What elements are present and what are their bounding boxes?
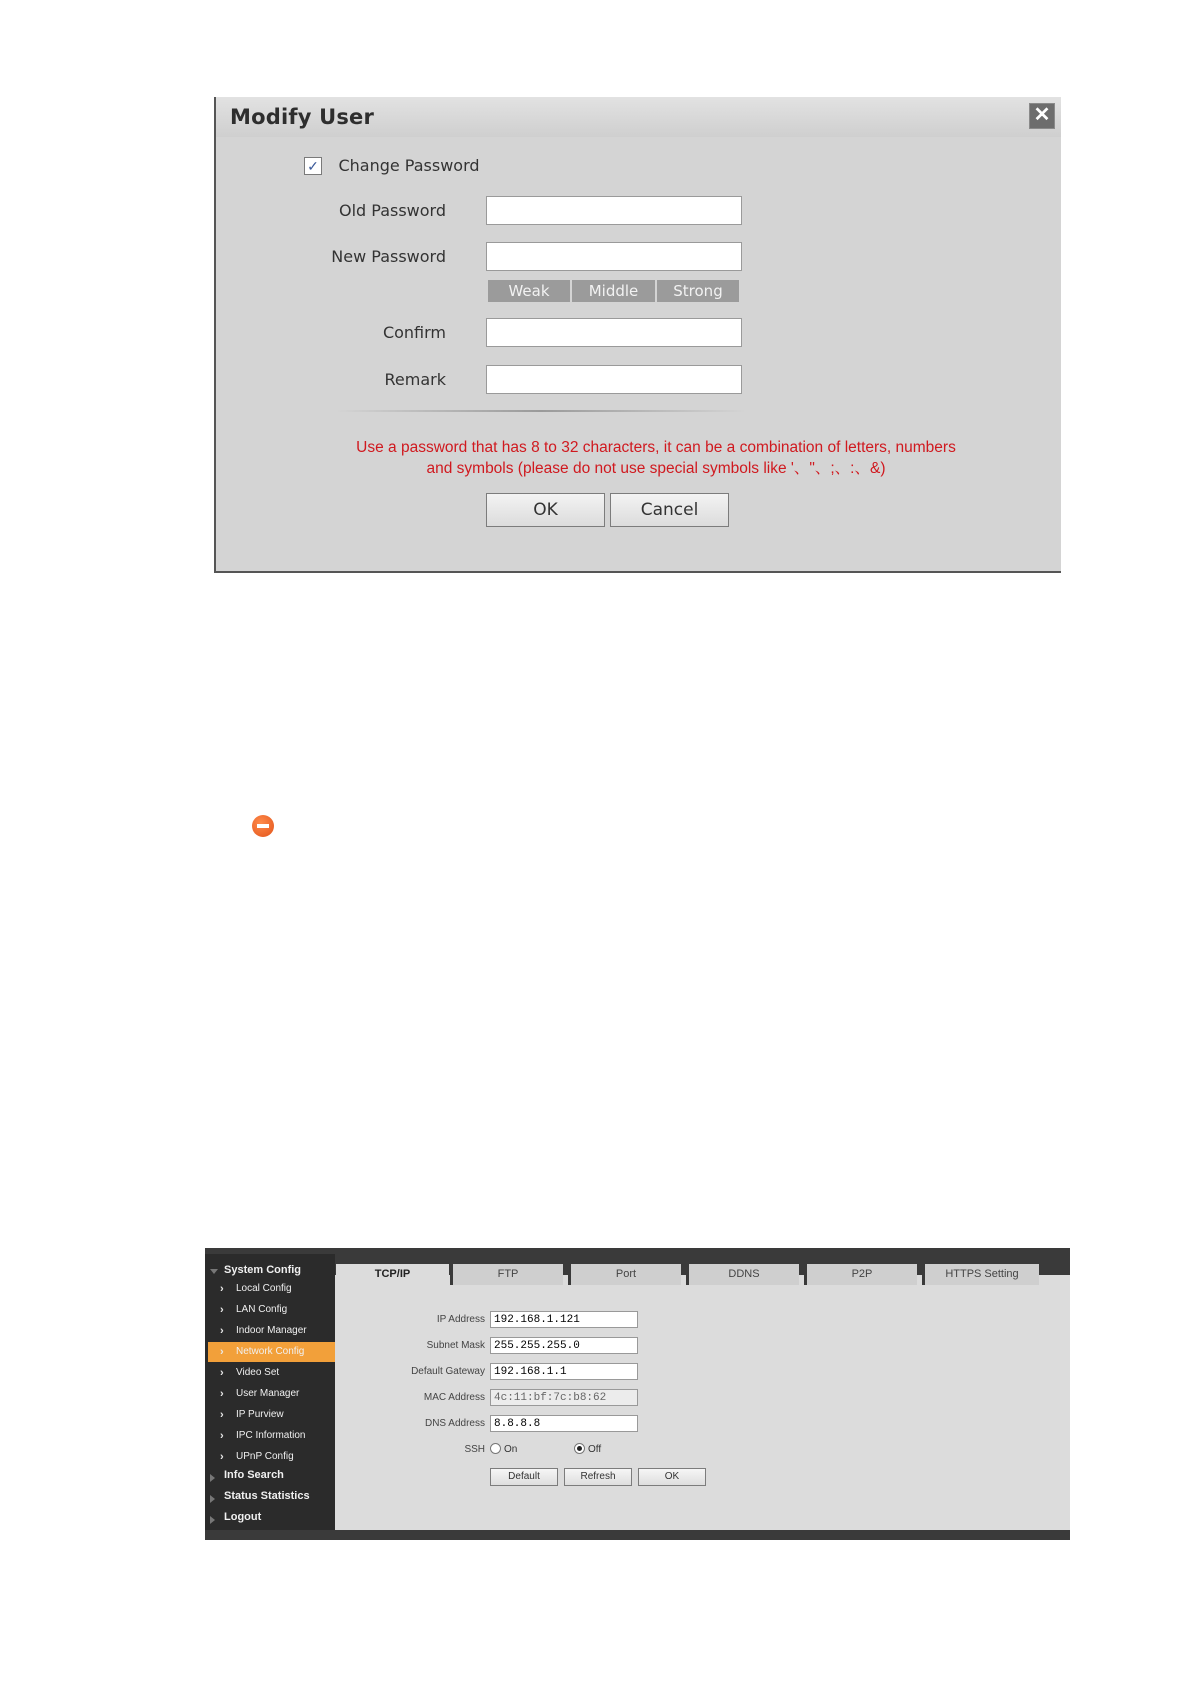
chevron-right-icon: › bbox=[220, 1430, 224, 1442]
sidebar-item-indoor-manager[interactable] bbox=[208, 1321, 335, 1341]
sidebar-item-label: Video Set bbox=[236, 1367, 280, 1378]
radio-off-icon bbox=[490, 1443, 501, 1454]
ssh-on-radio[interactable] bbox=[490, 1443, 517, 1455]
chevron-right-icon: › bbox=[220, 1409, 224, 1421]
chevron-right-icon bbox=[210, 1474, 215, 1482]
sidebar-item-ip-purview[interactable] bbox=[208, 1405, 335, 1425]
password-strength-meter bbox=[488, 280, 741, 302]
sidebar-item-label: Network Config bbox=[236, 1346, 305, 1357]
subnet-mask-input[interactable] bbox=[490, 1337, 638, 1354]
ssh-on-label: On bbox=[504, 1444, 518, 1455]
tab-ftp[interactable]: FTP bbox=[450, 1264, 563, 1285]
ssh-label: SSH bbox=[464, 1444, 485, 1455]
old-password-label: Old Password bbox=[338, 201, 446, 220]
sidebar-item-user-manager[interactable] bbox=[208, 1384, 335, 1404]
password-hint bbox=[276, 437, 1036, 479]
tab-port[interactable]: Port bbox=[568, 1264, 681, 1285]
ssh-off-label: Off bbox=[588, 1444, 602, 1455]
chevron-right-icon bbox=[210, 1495, 215, 1503]
network-config-screen bbox=[205, 1248, 1070, 1540]
dialog-divider bbox=[336, 410, 746, 412]
chevron-right-icon: › bbox=[220, 1451, 224, 1463]
network-ok-button[interactable]: OK bbox=[638, 1468, 706, 1486]
chevron-right-icon: › bbox=[220, 1304, 224, 1316]
remark-input[interactable] bbox=[486, 365, 742, 394]
sidebar-item-lan-config[interactable] bbox=[208, 1300, 335, 1320]
sidebar-item-local-config[interactable] bbox=[208, 1279, 335, 1299]
sidebar bbox=[205, 1254, 335, 1540]
dns-address-label: DNS Address bbox=[424, 1418, 485, 1429]
tab-bar bbox=[335, 1254, 1070, 1280]
stop-icon bbox=[252, 815, 274, 837]
sidebar-item-label: UPnP Config bbox=[236, 1451, 294, 1462]
sidebar-item-label: LAN Config bbox=[236, 1304, 288, 1315]
dialog-title: Modify User bbox=[230, 105, 375, 129]
password-hint-line-1: Use a password that has 8 to 32 characters, it can be a combination of letters, numbers bbox=[356, 439, 956, 456]
sidebar-item-label: User Manager bbox=[236, 1388, 300, 1399]
mac-address-label: MAC Address bbox=[423, 1392, 485, 1403]
close-icon[interactable]: ✕ bbox=[1029, 103, 1055, 129]
sidebar-group-status-statistics[interactable]: Status Statistics bbox=[224, 1490, 310, 1502]
remark-label: Remark bbox=[384, 370, 446, 389]
sidebar-item-video-set[interactable] bbox=[208, 1363, 335, 1383]
mac-address-field bbox=[490, 1389, 638, 1406]
radio-selected-icon bbox=[574, 1443, 585, 1454]
sidebar-group-logout[interactable]: Logout bbox=[224, 1511, 262, 1523]
sidebar-item-network-config[interactable] bbox=[208, 1342, 335, 1362]
chevron-right-icon: › bbox=[220, 1367, 224, 1379]
sidebar-item-upnp-config[interactable] bbox=[208, 1447, 335, 1467]
dialog-title-bar bbox=[216, 97, 1061, 137]
sidebar-item-label: IP Purview bbox=[236, 1409, 284, 1420]
chevron-right-icon: › bbox=[220, 1283, 224, 1295]
strength-strong: Strong bbox=[657, 280, 739, 302]
default-gateway-input[interactable] bbox=[490, 1363, 638, 1380]
modify-user-dialog bbox=[214, 97, 1061, 573]
strength-weak: Weak bbox=[488, 280, 570, 302]
password-hint-line-2: and symbols (please do not use special symbols like '、"、;、:、&) bbox=[426, 460, 886, 477]
chevron-down-icon bbox=[210, 1269, 218, 1274]
ssh-off-radio[interactable] bbox=[574, 1443, 601, 1455]
tab-ddns[interactable]: DDNS bbox=[686, 1264, 799, 1285]
default-gateway-label: Default Gateway bbox=[411, 1366, 485, 1377]
chevron-right-icon: › bbox=[220, 1388, 224, 1400]
tab-tcp-ip[interactable]: TCP/IP bbox=[336, 1264, 449, 1285]
ip-address-label: IP Address bbox=[436, 1314, 485, 1325]
sidebar-group-info-search[interactable]: Info Search bbox=[224, 1469, 284, 1481]
sidebar-group-system-config[interactable]: System Config bbox=[224, 1264, 302, 1276]
old-password-input[interactable] bbox=[486, 196, 742, 225]
cancel-button[interactable]: Cancel bbox=[610, 493, 729, 527]
subnet-mask-label: Subnet Mask bbox=[426, 1340, 485, 1351]
sidebar-item-label: Indoor Manager bbox=[236, 1325, 307, 1336]
change-password-row bbox=[304, 156, 480, 175]
chevron-right-icon: › bbox=[220, 1346, 224, 1358]
confirm-label: Confirm bbox=[382, 323, 446, 342]
new-password-label: New Password bbox=[331, 247, 446, 266]
dns-address-input[interactable] bbox=[490, 1415, 638, 1432]
change-password-label: Change Password bbox=[338, 156, 480, 175]
bottom-bar bbox=[205, 1530, 1070, 1540]
tab-p2p[interactable]: P2P bbox=[804, 1264, 917, 1285]
tab-https-setting[interactable]: HTTPS Setting bbox=[922, 1264, 1039, 1285]
chevron-right-icon: › bbox=[220, 1325, 224, 1337]
refresh-button[interactable]: Refresh bbox=[564, 1468, 632, 1486]
strength-middle: Middle bbox=[572, 280, 655, 302]
chevron-right-icon bbox=[210, 1516, 215, 1524]
sidebar-item-label: IPC Information bbox=[236, 1430, 306, 1441]
confirm-password-input[interactable] bbox=[486, 318, 742, 347]
ok-button[interactable]: OK bbox=[486, 493, 605, 527]
new-password-input[interactable] bbox=[486, 242, 742, 271]
sidebar-item-ipc-information[interactable] bbox=[208, 1426, 335, 1446]
change-password-checkbox[interactable]: ✓ bbox=[304, 157, 322, 175]
sidebar-item-label: Local Config bbox=[236, 1283, 292, 1294]
default-button[interactable]: Default bbox=[490, 1468, 558, 1486]
ip-address-input[interactable] bbox=[490, 1311, 638, 1328]
